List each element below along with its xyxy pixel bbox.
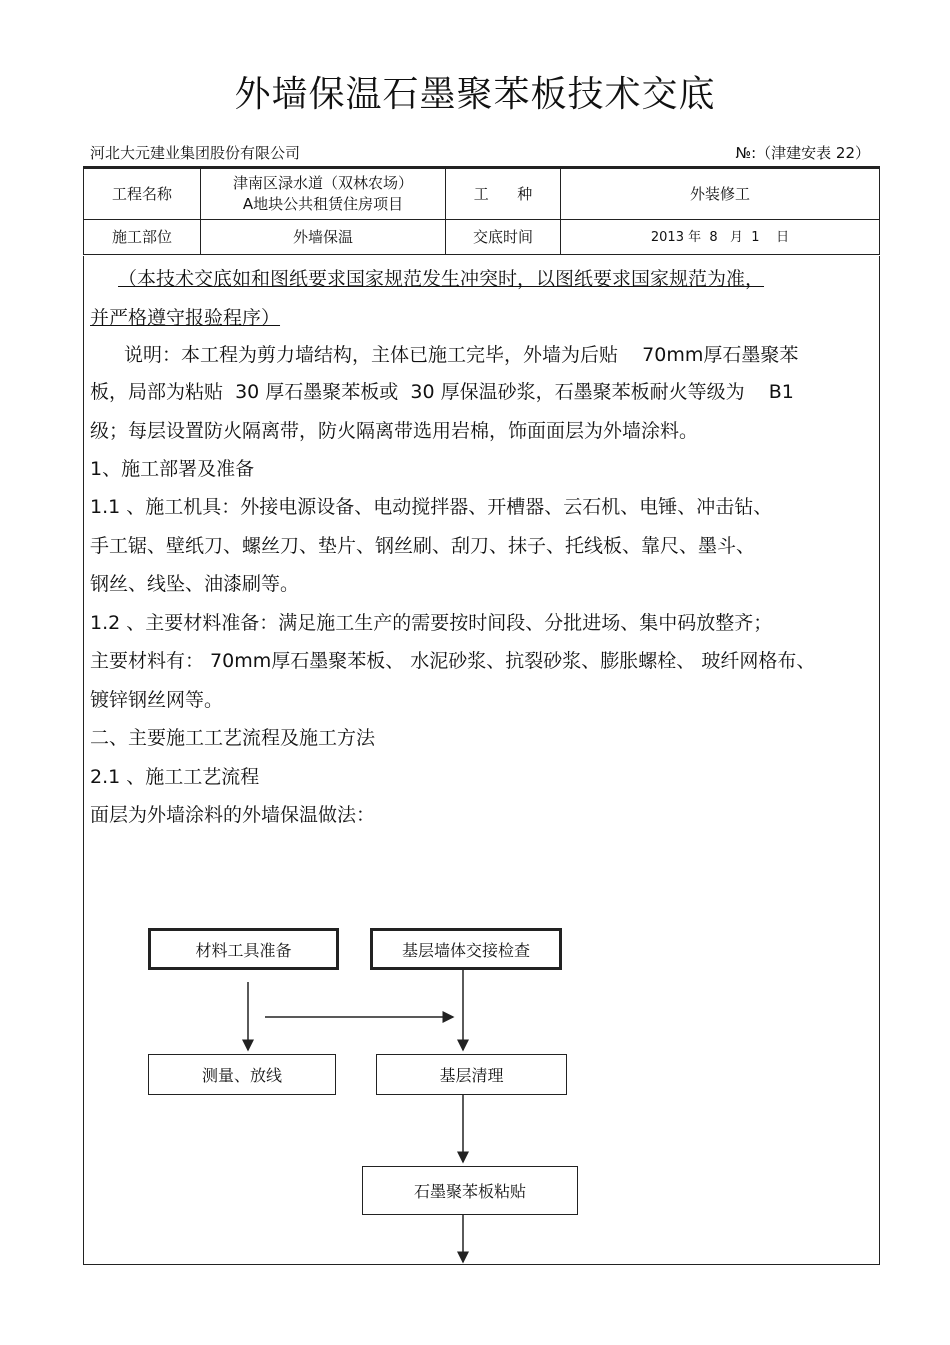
- notice-line-1: （本技术交底如和图纸要求国家规范发生冲突时，以图纸要求国家规范为准，: [118, 268, 765, 290]
- section-1-1-line-1: 1.1 、施工机具：外接电源设备、电动搅拌器、开槽器、云石机、电锤、冲击钻、: [90, 496, 773, 518]
- section-1-1-line-2: 手工锯、壁纸刀、螺丝刀、垫片、钢丝刷、刮刀、抹子、托线板、靠尺、墨斗、: [90, 535, 756, 557]
- company-name: 河北大元建业集团股份有限公司: [90, 144, 301, 162]
- trade-value: 外装修工: [561, 168, 880, 220]
- trade-label: 工 种: [446, 168, 561, 220]
- flow-box-paste: 石墨聚苯板粘贴: [362, 1166, 578, 1215]
- document-number: №:（津建安表 22）: [735, 144, 870, 162]
- section-1-2-line-1: 1.2 、主要材料准备：满足施工生产的需要按时间段、分批进场、集中码放整齐；: [90, 612, 773, 634]
- project-name-line1: 津南区渌水道（双林农场）: [232, 174, 413, 192]
- section-1-2-line-3: 镀锌钢丝网等。: [90, 689, 224, 711]
- description-line-3: 级；每层设置防火隔离带，防火隔离带选用岩棉，饰面面层为外墙涂料。: [90, 420, 699, 442]
- section-2-1-heading: 2.1 、施工工艺流程: [90, 766, 260, 788]
- location-label: 施工部位: [84, 220, 201, 255]
- description-line-1: 说明：本工程为剪力墙结构，主体已施工完毕，外墙为后贴 70mm厚石墨聚苯: [124, 344, 799, 366]
- section-1-heading: 1、施工部署及准备: [90, 458, 255, 480]
- notice-line-2: 并严格遵守报验程序）: [90, 307, 281, 329]
- date-value: 2013 年 8 月 1 日: [561, 220, 880, 255]
- section-1-2-line-2: 主要材料有： 70mm厚石墨聚苯板、 水泥砂浆、抗裂砂浆、膨胀螺栓、 玻纤网格布、: [90, 650, 816, 672]
- flow-box-inspection: 基层墙体交接检查: [370, 928, 562, 970]
- section-2-heading: 二、主要施工工艺流程及施工方法: [90, 727, 376, 749]
- document-title: 外墙保温石墨聚苯板技术交底: [234, 74, 716, 115]
- flow-box-cleaning: 基层清理: [376, 1054, 567, 1095]
- description-line-2: 板，局部为粘贴 30 厚石墨聚苯板或 30 厚保温砂浆，石墨聚苯板耐火等级为 B1: [90, 381, 794, 403]
- flow-box-materials: 材料工具准备: [148, 928, 339, 970]
- flow-intro: 面层为外墙涂料的外墙保温做法：: [90, 804, 376, 826]
- date-label: 交底时间: [446, 220, 561, 255]
- project-name-label: 工程名称: [84, 168, 201, 220]
- project-name-line2: A地块公共租赁住房项目: [242, 195, 404, 213]
- section-1-1-line-3: 钢丝、线坠、油漆刷等。: [90, 573, 300, 595]
- location-value: 外墙保温: [201, 220, 446, 255]
- flow-box-survey: 测量、放线: [148, 1054, 336, 1095]
